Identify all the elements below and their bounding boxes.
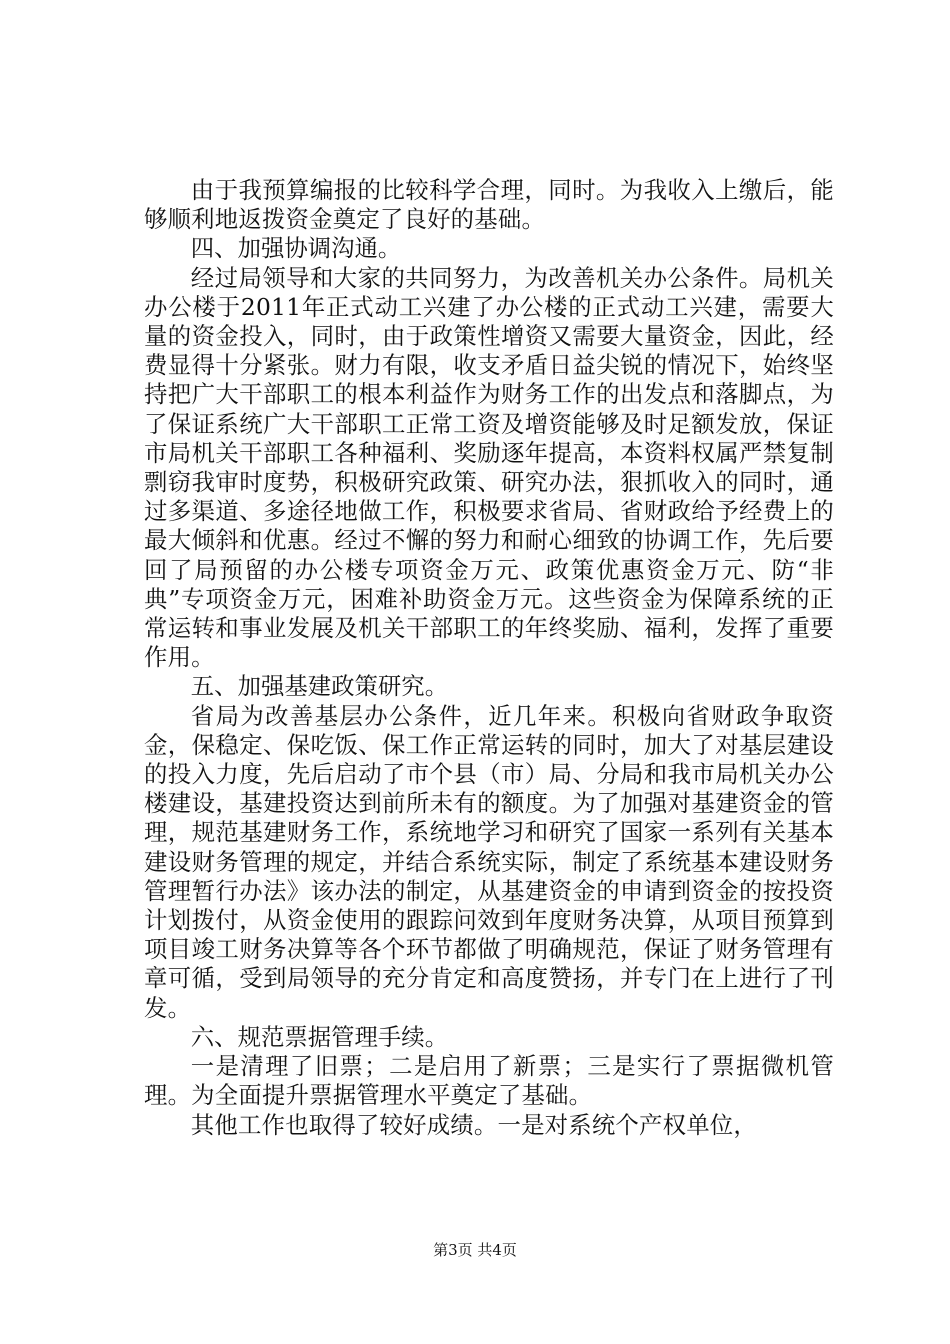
paragraph-5: 其他工作也取得了较好成绩。一是对系统个产权单位， — [190, 1110, 757, 1139]
paragraph-2: 经过局领导和大家的共同努力，为改善机关办公条件。局机关办公楼于2011年正式动工兴建了办公楼的正式动工兴建，需要大量的资金投入，同时，由于政策性增资又需要大量资金，因此，经费显得十分紧张。财力有限，收支矛盾日益尖锐的情况下，始终坚持把广大干部职工的根本利益作为财务工作的出发点和落脚点，为了保证系统广大干部职工正常工资及增资能够及时足额发放，保证市局机关干部职工各种福利、奖励逐年提高，本资料权属严禁复制剽窃我审时度势，积极研究政策、研究办法，狠抓收入的同时，通过多渠道、多途径地做工作，积极要求省局、省财政给予经费上的最大倾斜和优惠。经过不懈的努力和耐心细致的协调工作，先后要回了局预留的办公楼专项资金万元、政策优惠资金万元、防“非典”专项资金万元，困难补助资金万元。这些资金为保障系统的正常运转和事业发展及机关干部职工的年终奖励、福利，发挥了重要作用。 — [144, 263, 834, 672]
page-number-footer: 第3页 共4页 — [433, 1241, 517, 1259]
paragraph-4: 一是清理了旧票；二是启用了新票；三是实行了票据微机管理。为全面提升票据管理水平奠定了基础。 — [144, 1052, 834, 1110]
paragraph-3: 省局为改善基层办公条件，近几年来。积极向省财政争取资金，保稳定、保吃饭、保工作正常运转的同时，加大了对基层建设的投入力度，先后启动了市个县（市）局、分局和我市局机关办公楼建设，基建投资达到前所未有的额度。为了加强对基建资金的管理，规范基建财务工作，系统地学习和研究了国家一系列有关基本建设财务管理的规定，并结合系统实际，制定了系统基本建设财务管理暂行办法》该办法的制定，从基建资金的申请到资金的按投资计划拨付，从资金使用的跟踪问效到年度财务决算，从项目预算到项目竣工财务决算等各个环节都做了明确规范，保证了财务管理有章可循，受到局领导的充分肯定和高度赞扬，并专门在上进行了刊发。 — [144, 701, 834, 1022]
section-heading-4: 四、加强协调沟通。 — [190, 234, 402, 263]
paragraph-1: 由于我预算编报的比较科学合理，同时。为我收入上缴后，能够顺利地返拨资金奠定了良好的基础。 — [144, 176, 834, 234]
document-body — [144, 176, 834, 1140]
section-heading-5: 五、加强基建政策研究。 — [190, 672, 449, 701]
section-heading-6: 六、规范票据管理手续。 — [190, 1022, 449, 1051]
